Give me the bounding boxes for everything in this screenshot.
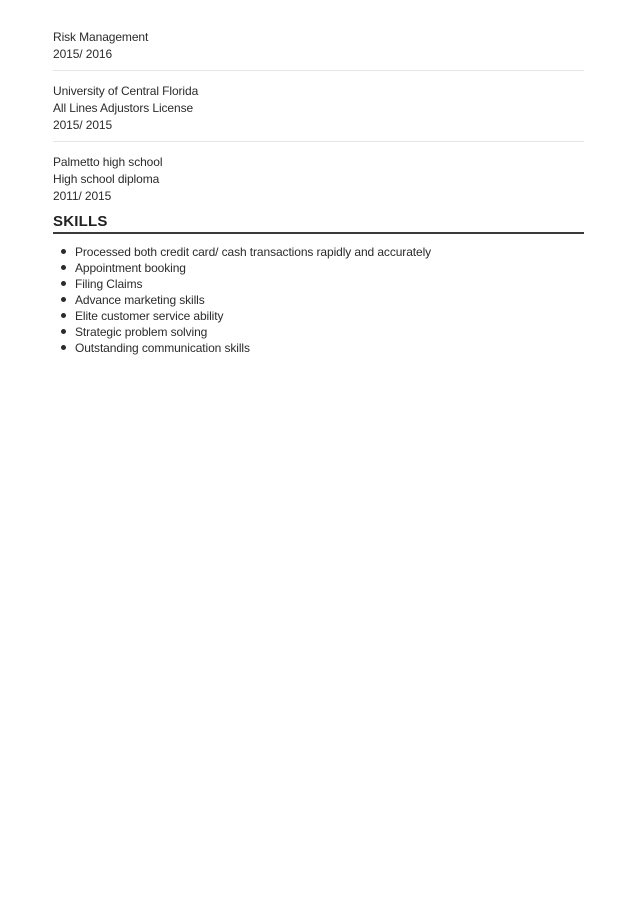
education-dates: 2015/ 2015	[53, 118, 113, 132]
skills-list	[53, 244, 584, 356]
education-institution: University of Central Florida	[53, 84, 199, 98]
bullet-icon	[61, 297, 66, 302]
skill-text: Advance marketing skills	[75, 293, 205, 307]
skill-item	[61, 308, 584, 324]
bullet-icon	[61, 249, 66, 254]
education-dates: 2015/ 2016	[53, 47, 113, 61]
skill-item	[61, 244, 584, 260]
skill-text: Strategic problem solving	[75, 325, 208, 339]
skill-item	[61, 276, 584, 292]
bullet-icon	[61, 313, 66, 318]
skill-item	[61, 260, 584, 276]
entry-divider	[53, 141, 584, 142]
skill-text: Elite customer service ability	[75, 309, 224, 323]
bullet-icon	[61, 345, 66, 350]
bullet-icon	[61, 329, 66, 334]
education-entry-ucf	[53, 83, 584, 134]
skill-text: Filing Claims	[75, 277, 143, 291]
education-credential: All Lines Adjustors License	[53, 101, 194, 115]
bullet-icon	[61, 265, 66, 270]
education-program: Risk Management	[53, 30, 149, 44]
education-entry-risk-management	[53, 29, 584, 63]
education-institution: Palmetto high school	[53, 155, 163, 169]
bullet-icon	[61, 281, 66, 286]
education-dates: 2011/ 2015	[53, 189, 112, 203]
entry-divider	[53, 70, 584, 71]
section-rule	[53, 232, 584, 234]
skills-section-title: SKILLS	[53, 213, 108, 230]
skill-text: Appointment booking	[75, 261, 186, 275]
education-entry-palmetto	[53, 154, 584, 205]
skill-text: Processed both credit card/ cash transactions rapidly and accurately	[75, 245, 432, 259]
skill-item	[61, 292, 584, 308]
skill-item	[61, 324, 584, 340]
skill-item	[61, 340, 584, 356]
education-credential: High school diploma	[53, 172, 160, 186]
skill-text: Outstanding communication skills	[75, 341, 250, 355]
